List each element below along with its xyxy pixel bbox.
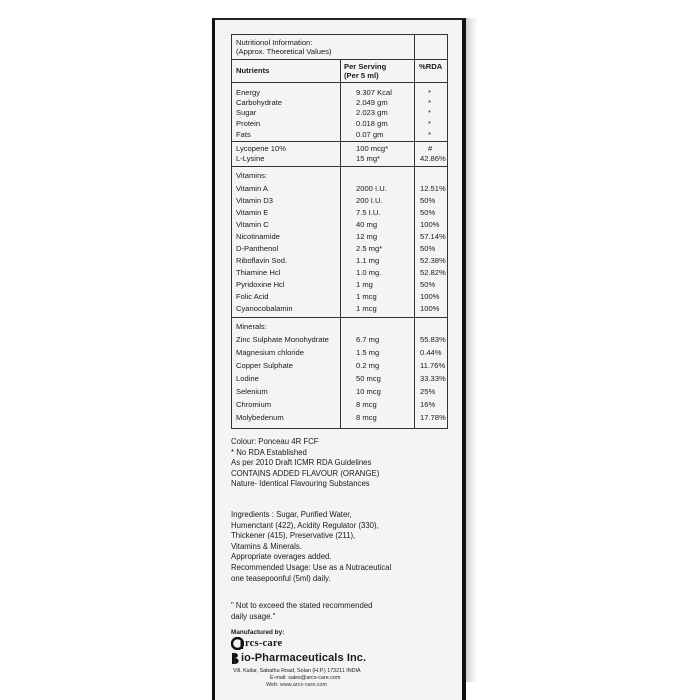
nutrient-value: 0.07 gm bbox=[356, 130, 384, 139]
header-per-5ml: (Per 5 ml) bbox=[344, 71, 379, 80]
warning-line: " Not to exceed the stated recommended bbox=[231, 601, 373, 610]
nutrient-rda: * bbox=[428, 98, 431, 107]
vitamin-rda: 57.14% bbox=[420, 232, 446, 241]
nutrient-name: Fats bbox=[236, 130, 251, 139]
vitamin-value: 40 mg bbox=[356, 220, 378, 229]
table-divider-value bbox=[340, 60, 341, 428]
mineral-value: 50 mcg bbox=[356, 374, 381, 383]
vitamin-value: 1.0 mg. bbox=[356, 268, 382, 277]
vitamin-value: 2000 I.U. bbox=[356, 184, 387, 193]
mineral-value: 1.5 mg bbox=[356, 348, 380, 357]
nutrient-name: Protein bbox=[236, 119, 261, 128]
vitamin-name: Vitamin E bbox=[236, 208, 269, 217]
ingredients-line: Ingredients : Sugar, Purified Water, bbox=[231, 510, 352, 519]
vitamin-rda: 100% bbox=[420, 304, 440, 313]
mineral-value: 8 mcg bbox=[356, 400, 377, 409]
nutrient-value: 9.307 Kcal bbox=[356, 88, 392, 97]
header-per-serving: Per Serving bbox=[344, 62, 387, 71]
nutrient-name: Carbohydrate bbox=[236, 98, 283, 107]
vitamin-value: 1 mg bbox=[356, 280, 373, 289]
carton-edge-shadow bbox=[466, 18, 478, 682]
vitamin-value: 12 mg bbox=[356, 232, 378, 241]
mineral-name: Chromium bbox=[236, 400, 272, 409]
vitamin-name: Riboflavin Sod. bbox=[236, 256, 288, 265]
minerals-title: Minerals: bbox=[236, 322, 267, 331]
ingredients-line: Humenctant (422), Acidity Regulator (330), bbox=[231, 520, 379, 530]
vitamin-name: D-Panthenol bbox=[236, 244, 279, 253]
vitamin-name: Nicotinamide bbox=[236, 232, 280, 241]
flavour-type-note: Nature- Identical Flavouring Substances bbox=[231, 479, 370, 489]
nutrient-rda: # bbox=[428, 144, 433, 153]
table-line bbox=[232, 141, 447, 142]
company-email: E-mail: sales@arcs-care.com bbox=[270, 675, 341, 681]
nutrient-rda: * bbox=[428, 108, 431, 117]
bio-leaf-icon bbox=[231, 652, 241, 665]
nutrient-value: 15 mg* bbox=[356, 154, 381, 163]
mineral-rda: 0.44% bbox=[420, 348, 442, 357]
arcs-care-logo bbox=[231, 636, 282, 650]
vitamin-rda: 100% bbox=[420, 292, 440, 301]
nutrient-rda: * bbox=[428, 88, 431, 97]
nutrient-value: 100 mcg* bbox=[356, 144, 389, 153]
vitamin-rda: 12.51% bbox=[420, 184, 446, 193]
ingredients-line: Thickener (415), Preservative (211), bbox=[231, 531, 356, 541]
nutrition-info-subtitle: (Approx. Theoretical Values) bbox=[236, 47, 332, 56]
mineral-rda: 25% bbox=[420, 387, 436, 396]
vitamin-value: 1 mcg bbox=[356, 292, 377, 301]
nutrition-info-title: Nutritionol Information: bbox=[236, 38, 313, 47]
vitamin-value: 2.5 mg* bbox=[356, 244, 383, 253]
nutrient-name: L-Lysine bbox=[236, 154, 265, 163]
vitamin-value: 200 I.U. bbox=[356, 196, 383, 205]
table-line bbox=[232, 82, 447, 83]
header-nutrients: Nutrients bbox=[236, 66, 270, 75]
mineral-name: Magnesium chloride bbox=[236, 348, 304, 357]
company-address: Vill. Kailar, Sabathu Road, Solan (H.P.) 173211 INDIA bbox=[233, 668, 361, 674]
usage-line: Recommended Usage: Use as a Nutraceutical bbox=[231, 562, 392, 572]
mineral-rda: 55.83% bbox=[420, 335, 446, 344]
nutrient-name: Energy bbox=[236, 88, 261, 97]
mineral-rda: 17.78% bbox=[420, 413, 446, 422]
arcs-care-logo-icon bbox=[231, 637, 244, 650]
vitamin-name: Cyanocobalamin bbox=[236, 304, 293, 313]
vitamin-value: 1.1 mg bbox=[356, 256, 380, 265]
usage-warning bbox=[231, 601, 451, 622]
vitamin-rda: 50% bbox=[420, 280, 436, 289]
mineral-value: 8 mcg bbox=[356, 413, 377, 422]
mineral-rda: 11.76% bbox=[420, 361, 446, 370]
rda-note: * No RDA Established bbox=[231, 447, 307, 457]
mineral-name: Zinc Sulphate Monohydrate bbox=[236, 335, 329, 344]
mineral-name: Selenium bbox=[236, 387, 268, 396]
background-left bbox=[0, 0, 212, 700]
vitamin-name: Folic Acid bbox=[236, 292, 269, 301]
vitamin-name: Vitamin A bbox=[236, 184, 268, 193]
mineral-value: 10 mcg bbox=[356, 387, 381, 396]
mineral-value: 6.7 mg bbox=[356, 335, 380, 344]
manufactured-by-label: Manufactured by: bbox=[231, 629, 285, 636]
nutrient-rda: * bbox=[428, 130, 431, 139]
nutrient-value: 2.023 gm bbox=[356, 108, 388, 117]
vitamin-name: Vitamin C bbox=[236, 220, 269, 229]
mineral-value: 0.2 mg bbox=[356, 361, 380, 370]
overages-line: Appropriate overages added. bbox=[231, 552, 332, 562]
label-notes bbox=[231, 437, 451, 490]
mineral-rda: 16% bbox=[420, 400, 436, 409]
ingredients-line: Vitamins & Minerals. bbox=[231, 541, 302, 551]
vitamin-value: 1 mcg bbox=[356, 304, 377, 313]
header-rda: %RDA bbox=[419, 62, 443, 71]
vitamin-value: 7.5 I.U. bbox=[356, 208, 381, 217]
flavour-note: CONTAINS ADDED FLAVOUR (ORANGE) bbox=[231, 468, 380, 478]
vitamin-name: Thiamine Hcl bbox=[236, 268, 281, 277]
table-divider-rda bbox=[414, 35, 415, 428]
company-name: io-Pharmaceuticals Inc. bbox=[241, 652, 367, 664]
ingredients-block bbox=[231, 510, 451, 584]
colour-note: Colour: Ponceau 4R FCF bbox=[231, 437, 319, 446]
nutrient-name: Sugar bbox=[236, 108, 257, 117]
vitamin-rda: 50% bbox=[420, 208, 436, 217]
vitamins-title: Vitamins: bbox=[236, 171, 268, 180]
table-line bbox=[232, 166, 447, 167]
mineral-rda: 33.33% bbox=[420, 374, 446, 383]
nutrition-table bbox=[231, 34, 448, 429]
mineral-name: Lodine bbox=[236, 374, 259, 383]
logo-text: rcs-care bbox=[245, 637, 283, 649]
table-line bbox=[232, 317, 447, 318]
vitamin-rda: 50% bbox=[420, 196, 436, 205]
vitamin-name: Pyridoxine Hcl bbox=[236, 280, 285, 289]
nutrient-name: Lycopene 10% bbox=[236, 144, 286, 153]
mineral-name: Molybedenum bbox=[236, 413, 284, 422]
usage-line: one teasepoonful (5ml) daily. bbox=[231, 573, 331, 583]
vitamin-rda: 100% bbox=[420, 220, 440, 229]
nutrient-rda: * bbox=[428, 119, 431, 128]
nutrient-rda: 42.86% bbox=[420, 154, 446, 163]
vitamin-name: Vitamin D3 bbox=[236, 196, 274, 205]
nutrient-value: 0.018 gm bbox=[356, 119, 388, 128]
table-line bbox=[232, 59, 447, 60]
vitamin-rda: 52.38% bbox=[420, 256, 446, 265]
company-name-row bbox=[231, 651, 366, 665]
vitamin-rda: 52.82% bbox=[420, 268, 446, 277]
vitamin-rda: 50% bbox=[420, 244, 436, 253]
company-web: Web: www.arcs-care.com bbox=[266, 682, 328, 688]
icmr-note: As per 2010 Draft ICMR RDA Guidelines bbox=[231, 458, 372, 468]
nutrient-value: 2.049 gm bbox=[356, 98, 388, 107]
mineral-name: Copper Sulphate bbox=[236, 361, 293, 370]
warning-line: daily usage." bbox=[231, 611, 276, 621]
